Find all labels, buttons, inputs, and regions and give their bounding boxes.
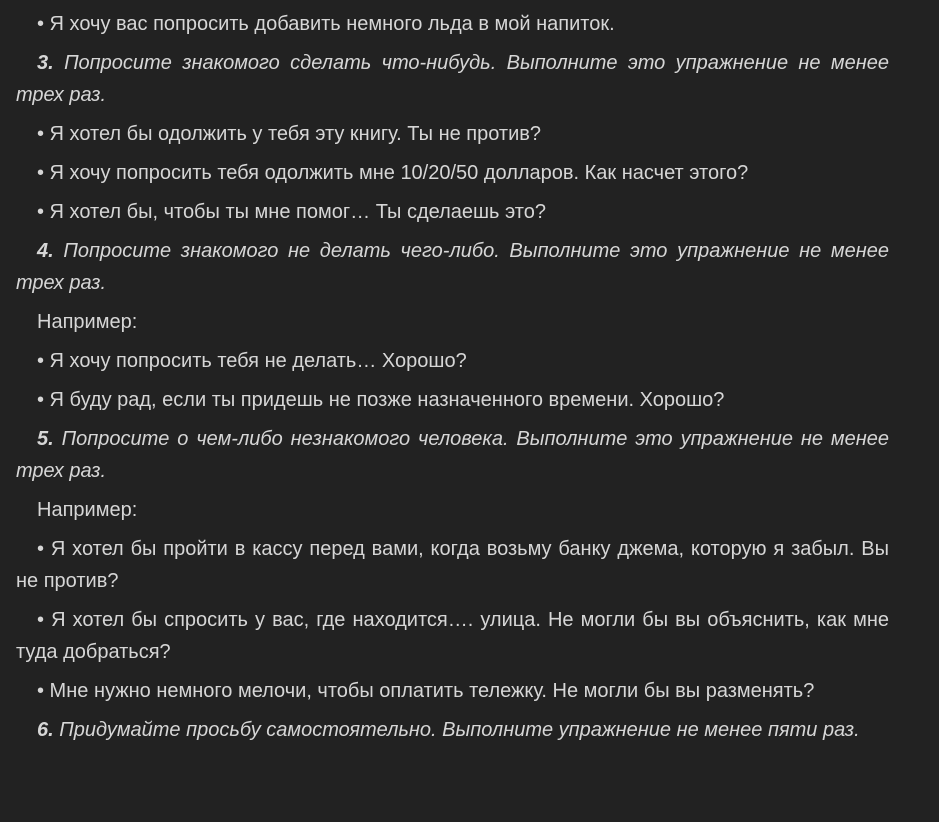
task-text: Попросите о чем-либо незнакомого человека. Выполните это упражнение не менее трех раз. [16,428,889,482]
task-4 [16,235,889,299]
task-number: 6. [37,719,54,741]
task-number: 3. [37,52,54,74]
list-item: • Я хочу попросить тебя одолжить мне 10/20/50 долларов. Как насчет этого? [37,162,749,184]
list-item: • Мне нужно немного мелочи, чтобы оплатить тележку. Не могли бы вы разменять? [37,680,815,702]
task-number: 5. [37,428,54,450]
task-5 [16,423,889,487]
task-text: Попросите знакомого сделать что-нибудь. Выполните это упражнение не менее трех раз. [16,52,890,106]
task-number: 4. [37,240,54,262]
task-text: Попросите знакомого не делать чего-либо. Выполните это упражнение не менее трех раз. [16,240,889,294]
document-page [16,8,889,753]
list-item: • Я хотел бы спросить у вас, где находится…. улица. Не могли бы вы объяснить, как мне туда добраться? [16,609,889,663]
list-item: • Я хотел бы пройти в кассу перед вами, когда возьму банку джема, которую я забыл. Вы не против? [16,538,889,592]
example-label: Например: [37,499,138,521]
list-item: • Я хочу попросить тебя не делать… Хорошо? [37,350,467,372]
list-item: • Я хочу вас попросить добавить немного льда в мой напиток. [37,13,615,35]
list-item: • Я хотел бы одолжить у тебя эту книгу. Ты не против? [37,123,542,145]
task-6 [16,714,889,746]
task-text: Придумайте просьбу самостоятельно. Выполните упражнение не менее пяти раз. [59,719,860,741]
example-label: Например: [37,311,138,333]
list-item: • Я хотел бы, чтобы ты мне помог… Ты сделаешь это? [37,201,546,223]
list-item: • Я буду рад, если ты придешь не позже назначенного времени. Хорошо? [37,389,725,411]
task-3 [16,47,889,111]
